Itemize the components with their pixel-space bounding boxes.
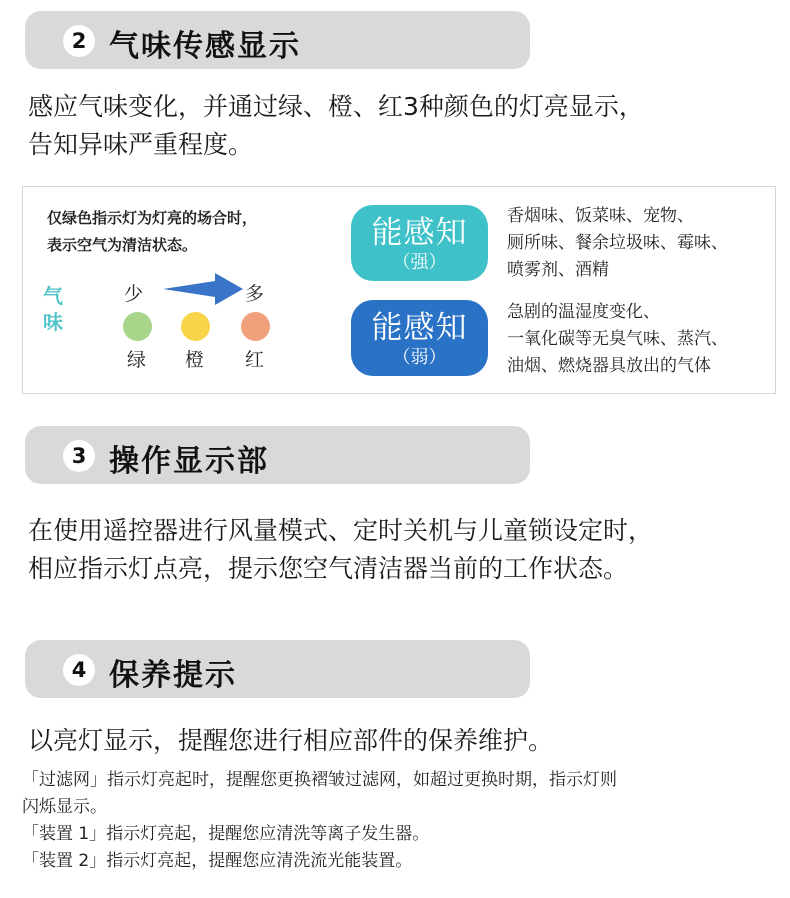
description-line: 相应指示灯点亮，提示您空气清洁器当前的工作状态。 (28, 554, 629, 583)
badge-title: 能感知 (371, 215, 468, 251)
maintenance-notes (22, 767, 617, 875)
note-line: 闪烁显示。 (22, 797, 107, 817)
less-label: 少 (124, 283, 144, 305)
odor-line: 喷雾剂、酒精 (507, 260, 609, 280)
odor-scale-label: 气味 (43, 284, 63, 334)
odor-line: 香烟味、饭菜味、宠物、 (507, 206, 694, 226)
section-3-description (28, 512, 653, 588)
green-indicator-light (123, 312, 152, 341)
description-line: 以亮灯显示，提醒您进行相应部件的保养维护。 (28, 726, 554, 755)
note-line: 表示空气为清洁状态。 (47, 236, 198, 254)
odor-line: 急剧的温湿度变化、 (507, 302, 660, 322)
description-line: 在使用遥控器进行风量模式、定时关机与儿童锁设定时， (28, 516, 654, 545)
note-line: 「装置 2」指示灯亮起，提醒您应清洗流光能装置。 (22, 851, 413, 871)
section-number-badge: 3 (63, 440, 95, 472)
odor-line: 油烟、燃烧器具放出的气体 (507, 356, 711, 376)
section-3-header (25, 426, 530, 484)
weak-odor-list (507, 299, 728, 380)
odor-sensor-panel (22, 186, 776, 394)
section-number-badge: 2 (63, 25, 95, 57)
note-line: 「装置 1」指示灯亮起，提醒您应清洗等离子发生器。 (22, 824, 430, 844)
green-label: 绿 (127, 349, 147, 371)
odor-line: 一氧化碳等无臭气味、蒸汽、 (507, 329, 728, 349)
section-title: 操作显示部 (109, 444, 269, 479)
orange-indicator-light (181, 312, 210, 341)
note-line: 「过滤网」指示灯亮起时，提醒您更换褶皱过滤网，如超过更换时期，指示灯则 (22, 770, 617, 790)
section-4-header (25, 640, 530, 698)
red-label: 红 (245, 349, 265, 371)
section-2-description (28, 88, 644, 164)
section-title: 气味传感显示 (109, 29, 301, 64)
badge-sub: （强） (392, 252, 447, 273)
more-label: 多 (245, 283, 265, 305)
strong-detection-badge (351, 205, 488, 281)
orange-label: 橙 (185, 349, 205, 371)
red-indicator-light (241, 312, 270, 341)
description-line: 告知异味严重程度。 (28, 130, 254, 159)
description-line: 感应气味变化，并通过绿、橙、红3种颜色的灯亮显示， (28, 92, 644, 121)
section-title: 保养提示 (109, 658, 237, 693)
arrow-right-icon (163, 273, 243, 305)
section-4-description (28, 722, 553, 760)
badge-title: 能感知 (371, 310, 468, 346)
note-line: 仅绿色指示灯为灯亮的场合时， (47, 209, 258, 227)
weak-detection-badge (351, 300, 488, 376)
clean-air-note (47, 205, 257, 259)
section-number-badge: 4 (63, 654, 95, 686)
odor-line: 厕所味、餐余垃圾味、霉味、 (507, 233, 728, 253)
section-2-header (25, 11, 530, 69)
strong-odor-list (507, 203, 728, 284)
badge-sub: （弱） (392, 347, 447, 368)
